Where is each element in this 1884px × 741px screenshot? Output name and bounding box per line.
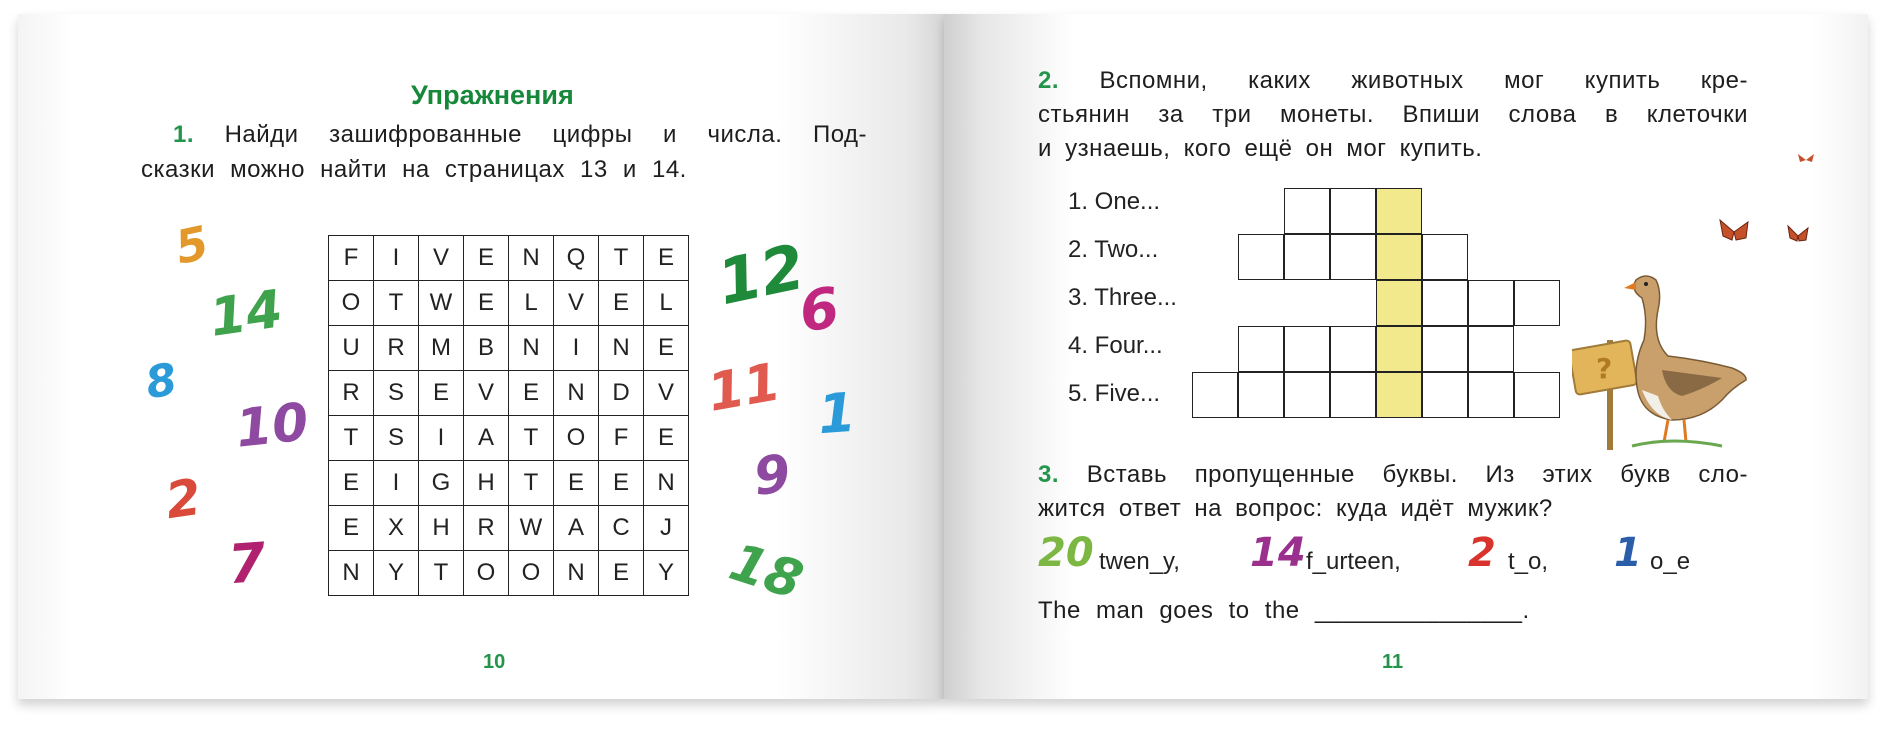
- crossword-cell[interactable]: [1468, 372, 1514, 418]
- crossword-clue: 4. Four...: [1068, 332, 1163, 359]
- grid-cell[interactable]: X: [374, 506, 419, 551]
- floating-number: 10: [233, 392, 312, 460]
- page-number: 11: [1382, 651, 1404, 673]
- grid-cell[interactable]: A: [554, 506, 599, 551]
- floating-number: 7: [225, 530, 268, 597]
- grid-cell[interactable]: N: [329, 551, 374, 596]
- floating-number: 8: [141, 353, 181, 410]
- grid-cell[interactable]: I: [554, 326, 599, 371]
- floating-number: 1: [815, 380, 858, 447]
- crossword-cell[interactable]: [1238, 372, 1284, 418]
- crossword-cell[interactable]: [1422, 372, 1468, 418]
- grid-cell[interactable]: I: [374, 236, 419, 281]
- grid-cell[interactable]: R: [374, 326, 419, 371]
- crossword-cell[interactable]: [1192, 372, 1238, 418]
- grid-cell[interactable]: N: [554, 551, 599, 596]
- page-title: Упражнения: [411, 80, 574, 110]
- crossword-cell[interactable]: [1422, 280, 1468, 326]
- crossword-cell[interactable]: [1514, 372, 1560, 418]
- butterfly-icon: [1668, 146, 1848, 256]
- crossword-cell[interactable]: [1238, 326, 1284, 372]
- grid-cell[interactable]: H: [419, 506, 464, 551]
- grid-cell[interactable]: E: [419, 371, 464, 416]
- floating-number: 6: [795, 275, 844, 346]
- grid-cell[interactable]: L: [644, 281, 689, 326]
- crossword-cell[interactable]: [1330, 372, 1376, 418]
- exercise-2-line-1: [1038, 64, 1748, 98]
- sentence-period: .: [1522, 597, 1530, 624]
- grid-cell[interactable]: Q: [554, 236, 599, 281]
- exercise-text: Вспомни, каких животных мог купить кре-: [1099, 67, 1748, 94]
- svg-text:?: ?: [1596, 352, 1613, 385]
- grid-row: [329, 506, 689, 551]
- grid-cell[interactable]: E: [599, 551, 644, 596]
- grid-cell[interactable]: T: [374, 281, 419, 326]
- exercise-1-line-2: сказки можно найти на страницах 13 и 14.: [141, 156, 687, 183]
- floating-number: 11: [703, 352, 786, 424]
- exercise-2-line-3: и узнаешь, кого ещё он мог купить.: [1038, 135, 1483, 162]
- grid-cell[interactable]: E: [644, 416, 689, 461]
- exercise-3-line-1: [1038, 458, 1748, 492]
- fill-number: 1: [1614, 530, 1642, 576]
- answer-blank[interactable]: _______________: [1314, 597, 1523, 624]
- fill-number: 20: [1038, 530, 1094, 576]
- grid-cell[interactable]: G: [419, 461, 464, 506]
- grid-cell[interactable]: H: [464, 461, 509, 506]
- grid-cell[interactable]: W: [509, 506, 554, 551]
- exercise-text: Вставь пропущенные буквы. Из этих букв сло-: [1086, 461, 1748, 488]
- grid-row: [329, 281, 689, 326]
- crossword-cell[interactable]: [1330, 188, 1376, 234]
- grid-cell[interactable]: M: [419, 326, 464, 371]
- grid-cell[interactable]: E: [644, 236, 689, 281]
- grid-cell[interactable]: V: [644, 371, 689, 416]
- crossword-clue: 5. Five...: [1068, 380, 1161, 407]
- crossword-cell[interactable]: [1284, 188, 1330, 234]
- grid-cell[interactable]: E: [644, 326, 689, 371]
- sentence-text: The man goes to the: [1038, 597, 1300, 624]
- crossword-cell[interactable]: [1284, 326, 1330, 372]
- grid-cell[interactable]: Y: [374, 551, 419, 596]
- grid-cell[interactable]: O: [509, 551, 554, 596]
- grid-cell[interactable]: R: [329, 371, 374, 416]
- grid-cell[interactable]: V: [464, 371, 509, 416]
- exercise-2-line-2: стьянин за три монеты. Впиши слова в клеточки: [1038, 101, 1748, 128]
- crossword-clue: 1. One...: [1068, 188, 1161, 215]
- grid-row: [329, 551, 689, 596]
- grid-cell[interactable]: N: [509, 326, 554, 371]
- fill-word: o_e: [1650, 548, 1691, 575]
- page-number: 10: [483, 651, 506, 673]
- floating-number: 2: [162, 467, 205, 531]
- exercise-text: Найди зашифрованные цифры и числа. Под-: [224, 121, 868, 148]
- grid-cell[interactable]: N: [554, 371, 599, 416]
- crossword-key-cell[interactable]: [1376, 326, 1422, 372]
- grid-row: [329, 461, 689, 506]
- grid-cell[interactable]: R: [464, 506, 509, 551]
- grid-cell[interactable]: A: [464, 416, 509, 461]
- grid-cell[interactable]: I: [419, 416, 464, 461]
- grid-cell[interactable]: E: [464, 236, 509, 281]
- grid-cell[interactable]: J: [644, 506, 689, 551]
- exercise-number: 2.: [1038, 67, 1060, 94]
- grid-cell[interactable]: L: [509, 281, 554, 326]
- grid-cell[interactable]: V: [419, 236, 464, 281]
- grid-cell[interactable]: T: [509, 461, 554, 506]
- crossword-key-cell[interactable]: [1376, 234, 1422, 280]
- exercise-1-line-1: [173, 118, 867, 152]
- grid-cell[interactable]: T: [329, 416, 374, 461]
- grid-cell[interactable]: E: [554, 461, 599, 506]
- grid-cell[interactable]: N: [644, 461, 689, 506]
- crossword-cell[interactable]: [1330, 326, 1376, 372]
- crossword-key-cell[interactable]: [1376, 280, 1422, 326]
- fill-word: twen_y,: [1099, 548, 1180, 575]
- grid-cell[interactable]: E: [599, 281, 644, 326]
- floating-number: 14: [206, 279, 287, 349]
- grid-cell[interactable]: E: [599, 461, 644, 506]
- floating-number: 5: [170, 215, 214, 275]
- exercise-number: 1.: [173, 121, 195, 148]
- grid-cell[interactable]: F: [329, 236, 374, 281]
- exercise-number: 3.: [1038, 461, 1060, 488]
- fill-word: t_o,: [1508, 548, 1549, 575]
- crossword-cell[interactable]: [1422, 234, 1468, 280]
- crossword-cell[interactable]: [1330, 234, 1376, 280]
- grid-row: [329, 416, 689, 461]
- grid-cell[interactable]: I: [374, 461, 419, 506]
- crossword-key-cell[interactable]: [1376, 188, 1422, 234]
- left-page: [18, 14, 944, 699]
- grid-cell[interactable]: T: [509, 416, 554, 461]
- crossword-key-cell[interactable]: [1376, 372, 1422, 418]
- crossword-cell[interactable]: [1284, 234, 1330, 280]
- grid-cell[interactable]: O: [329, 281, 374, 326]
- crossword-clue: 2. Two...: [1068, 236, 1159, 263]
- grid-cell[interactable]: F: [599, 416, 644, 461]
- grid-cell[interactable]: S: [374, 371, 419, 416]
- grid-cell[interactable]: O: [554, 416, 599, 461]
- floating-number: 9: [750, 444, 794, 508]
- fill-number: 14: [1250, 530, 1306, 576]
- grid-row: [329, 236, 689, 281]
- crossword-clue: 3. Three...: [1068, 284, 1177, 311]
- grid-cell[interactable]: C: [599, 506, 644, 551]
- grid-row: [329, 371, 689, 416]
- grid-cell[interactable]: Y: [644, 551, 689, 596]
- crossword-cell[interactable]: [1238, 234, 1284, 280]
- crossword-cell[interactable]: [1422, 326, 1468, 372]
- grid-cell[interactable]: O: [464, 551, 509, 596]
- grid-cell[interactable]: U: [329, 326, 374, 371]
- grid-cell[interactable]: E: [329, 461, 374, 506]
- grid-cell[interactable]: T: [599, 236, 644, 281]
- grid-cell[interactable]: N: [509, 236, 554, 281]
- fill-number: 2: [1468, 530, 1496, 576]
- grid-cell[interactable]: S: [374, 416, 419, 461]
- grid-cell[interactable]: T: [419, 551, 464, 596]
- grid-cell[interactable]: E: [509, 371, 554, 416]
- grid-cell[interactable]: B: [464, 326, 509, 371]
- grid-cell[interactable]: D: [599, 371, 644, 416]
- answer-sentence: [1038, 594, 1530, 628]
- crossword-cell[interactable]: [1514, 280, 1560, 326]
- fill-word: f_urteen,: [1306, 548, 1401, 575]
- floating-number: 18: [722, 532, 810, 612]
- grid-cell[interactable]: N: [599, 326, 644, 371]
- floating-number: 12: [711, 229, 811, 320]
- word-search-grid: [328, 235, 689, 596]
- crossword-cell[interactable]: [1468, 326, 1514, 372]
- grid-cell[interactable]: E: [464, 281, 509, 326]
- exercise-3-line-2: жится ответ на вопрос: куда идёт мужик?: [1038, 495, 1553, 522]
- grid-cell[interactable]: V: [554, 281, 599, 326]
- goose-illustration: [1572, 270, 1752, 450]
- grid-cell[interactable]: W: [419, 281, 464, 326]
- question-sign-icon: [1572, 340, 1638, 395]
- grid-cell[interactable]: E: [329, 506, 374, 551]
- crossword-cell[interactable]: [1468, 280, 1514, 326]
- grid-row: [329, 326, 689, 371]
- crossword-cell[interactable]: [1284, 372, 1330, 418]
